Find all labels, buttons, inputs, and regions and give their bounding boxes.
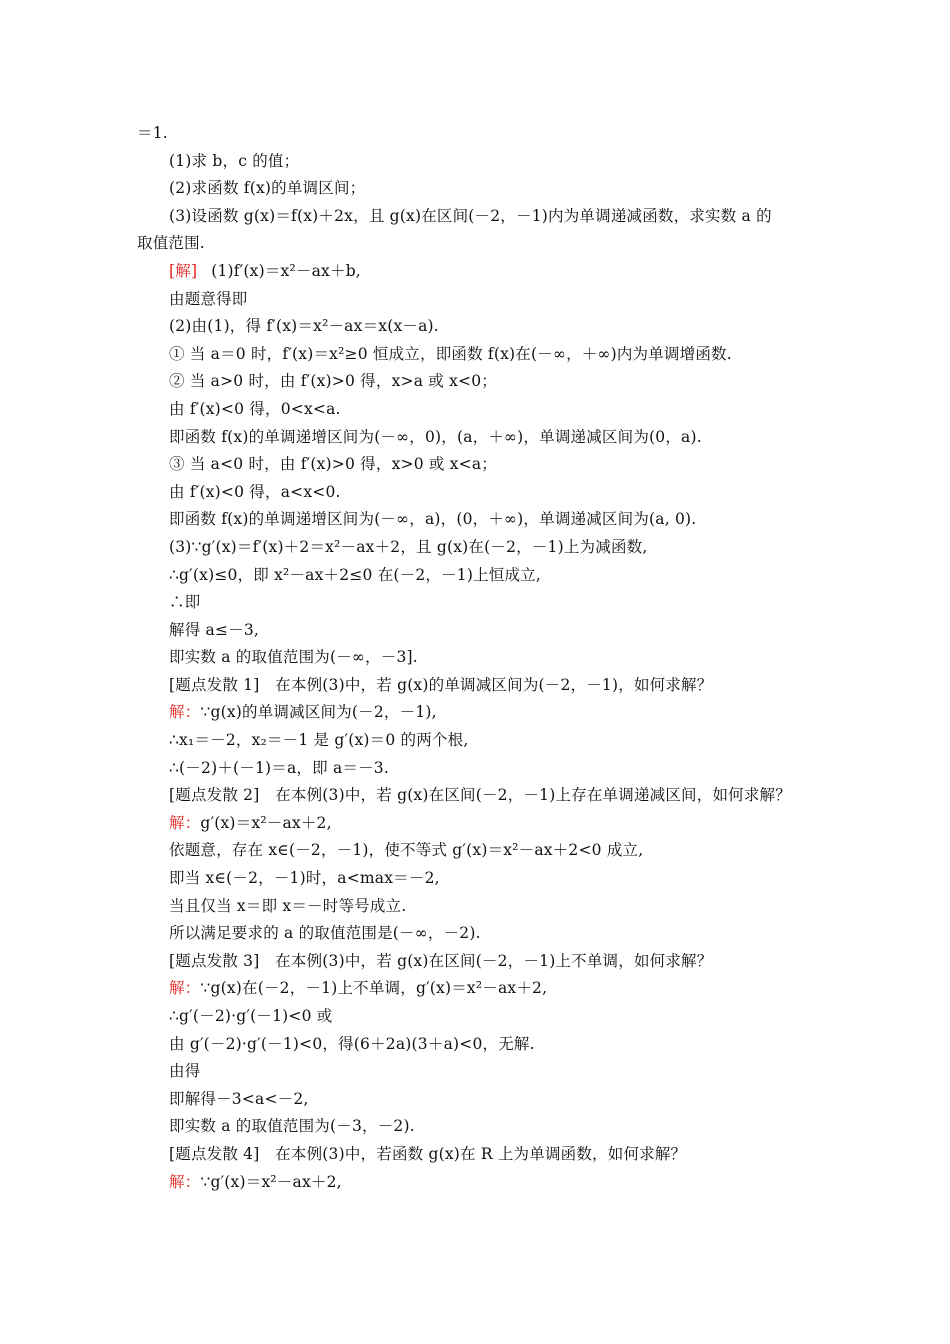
line-text: 当且仅当 x＝即 x＝－时等号成立. bbox=[169, 896, 407, 915]
line-text: 即实数 a 的取值范围为(－∞，－3]. bbox=[169, 648, 418, 667]
line-text: ∵g(x)在(－2，－1)上不单调，g′(x)＝x²－ax＋2, bbox=[200, 979, 548, 998]
text-line bbox=[137, 451, 817, 479]
text-line bbox=[137, 313, 817, 341]
line-text: [题点发散 3] 在本例(3)中，若 g(x)在区间(－2，－1)上不单调，如何求解？ bbox=[169, 951, 713, 970]
text-line bbox=[137, 1169, 817, 1197]
text-line bbox=[137, 893, 817, 921]
text-line bbox=[137, 865, 817, 893]
line-text: (2)求函数 f(x)的单调区间； bbox=[169, 179, 366, 198]
solution-text bbox=[137, 120, 817, 1196]
text-line bbox=[137, 1113, 817, 1141]
line-text: ① 当 a＝0 时，f′(x)＝x²≥0 恒成立，即函数 f(x)在(－∞，＋∞)内为单调增函数. bbox=[169, 344, 732, 363]
line-text: 所以满足要求的 a 的取值范围是(－∞，－2). bbox=[169, 924, 481, 943]
text-line bbox=[137, 1003, 817, 1031]
text-line bbox=[137, 589, 817, 617]
text-line bbox=[137, 175, 817, 203]
text-line bbox=[137, 203, 817, 231]
line-text: 由 g′(－2)·g′(－1)<0，得(6＋2a)(3＋a)<0，无解. bbox=[169, 1034, 535, 1053]
line-text: g′(x)＝x²－ax＋2, bbox=[200, 813, 332, 832]
solution-label: 解： bbox=[169, 813, 201, 832]
line-text: 取值范围. bbox=[137, 234, 205, 253]
line-text: ∵g′(x)＝x²－ax＋2, bbox=[200, 1172, 342, 1191]
text-line bbox=[137, 699, 817, 727]
line-text: [题点发散 1] 在本例(3)中，若 g(x)的单调减区间为(－2，－1)，如何求解？ bbox=[169, 675, 713, 694]
text-line bbox=[137, 948, 817, 976]
line-text: 由题意得即 bbox=[169, 289, 248, 308]
text-line bbox=[137, 1086, 817, 1114]
text-line bbox=[137, 368, 817, 396]
line-text: 即解得－3<a<－2, bbox=[169, 1089, 309, 1108]
text-line bbox=[137, 120, 817, 148]
text-line bbox=[137, 810, 817, 838]
text-line bbox=[137, 782, 817, 810]
text-line bbox=[137, 534, 817, 562]
solution-label: 解： bbox=[169, 1172, 201, 1191]
text-line bbox=[137, 672, 817, 700]
line-text: ∴g′(x)≤0，即 x²－ax＋2≤0 在(－2，－1)上恒成立, bbox=[169, 565, 542, 584]
line-text: [题点发散 2] 在本例(3)中，若 g(x)在区间(－2，－1)上存在单调递减区间，如何求解？ bbox=[169, 786, 791, 805]
text-line bbox=[137, 506, 817, 534]
text-line bbox=[137, 148, 817, 176]
text-line bbox=[137, 230, 817, 258]
text-line bbox=[137, 258, 817, 286]
line-text: 解得 a≤－3, bbox=[169, 620, 260, 639]
text-line bbox=[137, 1031, 817, 1059]
solution-label: 解： bbox=[169, 979, 201, 998]
text-line bbox=[137, 424, 817, 452]
line-text: [题点发散 4] 在本例(3)中，若函数 g(x)在 R 上为单调函数，如何求解？ bbox=[169, 1144, 687, 1163]
line-text: ＝1. bbox=[137, 124, 168, 142]
line-text: 由 f′(x)<0 得，0<x<a. bbox=[169, 399, 341, 418]
line-text: 即当 x∈(－2，－1)时，a<max＝－2, bbox=[169, 869, 440, 888]
text-line bbox=[137, 396, 817, 424]
solution-label: [解] bbox=[169, 261, 198, 280]
line-text: 即实数 a 的取值范围为(－3，－2). bbox=[169, 1117, 415, 1136]
solution-label: 解： bbox=[169, 703, 201, 722]
text-line bbox=[137, 837, 817, 865]
text-line bbox=[137, 644, 817, 672]
line-text: (3)设函数 g(x)＝f(x)＋2x，且 g(x)在区间(－2，－1)内为单调递减函数，求实数 a 的 bbox=[169, 206, 772, 225]
line-text: (1)求 b，c 的值； bbox=[169, 151, 300, 170]
line-text: 即函数 f(x)的单调递增区间为(－∞，0)，(a，＋∞)，单调递减区间为(0，a). bbox=[169, 427, 702, 446]
line-text: ③ 当 a<0 时，由 f′(x)>0 得，x>0 或 x<a； bbox=[169, 455, 497, 474]
text-line bbox=[137, 975, 817, 1003]
text-line bbox=[137, 341, 817, 369]
line-text: ∵g(x)的单调减区间为(－2，－1), bbox=[200, 703, 437, 722]
text-line bbox=[137, 1141, 817, 1169]
line-text: (1)f′(x)＝x²－ax＋b, bbox=[211, 261, 361, 280]
line-text: ∴g′(－2)·g′(－1)<0 或 bbox=[169, 1007, 333, 1025]
text-line bbox=[137, 1058, 817, 1086]
text-line bbox=[137, 562, 817, 590]
line-text: ∴x₁＝－2，x₂＝－1 是 g′(x)＝0 的两个根, bbox=[169, 731, 469, 750]
line-text: 由 f′(x)<0 得，a<x<0. bbox=[169, 482, 341, 501]
line-text: (2)由(1)，得 f′(x)＝x²－ax＝x(x－a). bbox=[169, 317, 439, 336]
line-text: (3)∵g′(x)＝f′(x)＋2＝x²－ax＋2，且 g(x)在(－2，－1)上为减函数, bbox=[169, 537, 648, 556]
text-line bbox=[137, 755, 817, 783]
text-line bbox=[137, 479, 817, 507]
line-text: 即函数 f(x)的单调递增区间为(－∞，a)，(0，＋∞)，单调递减区间为(a, 0). bbox=[169, 510, 697, 529]
line-text: 由得 bbox=[169, 1062, 201, 1081]
line-text: 依题意，存在 x∈(－2，－1)，使不等式 g′(x)＝x²－ax＋2<0 成立, bbox=[169, 841, 644, 860]
line-text: ∴即 bbox=[169, 593, 201, 612]
text-line bbox=[137, 920, 817, 948]
line-text: ∴(－2)＋(－1)＝a，即 a＝－3. bbox=[169, 758, 389, 777]
text-line bbox=[137, 617, 817, 645]
text-line bbox=[137, 286, 817, 314]
line-text: ② 当 a>0 时，由 f′(x)>0 得，x>a 或 x<0； bbox=[169, 372, 497, 391]
text-line bbox=[137, 727, 817, 755]
